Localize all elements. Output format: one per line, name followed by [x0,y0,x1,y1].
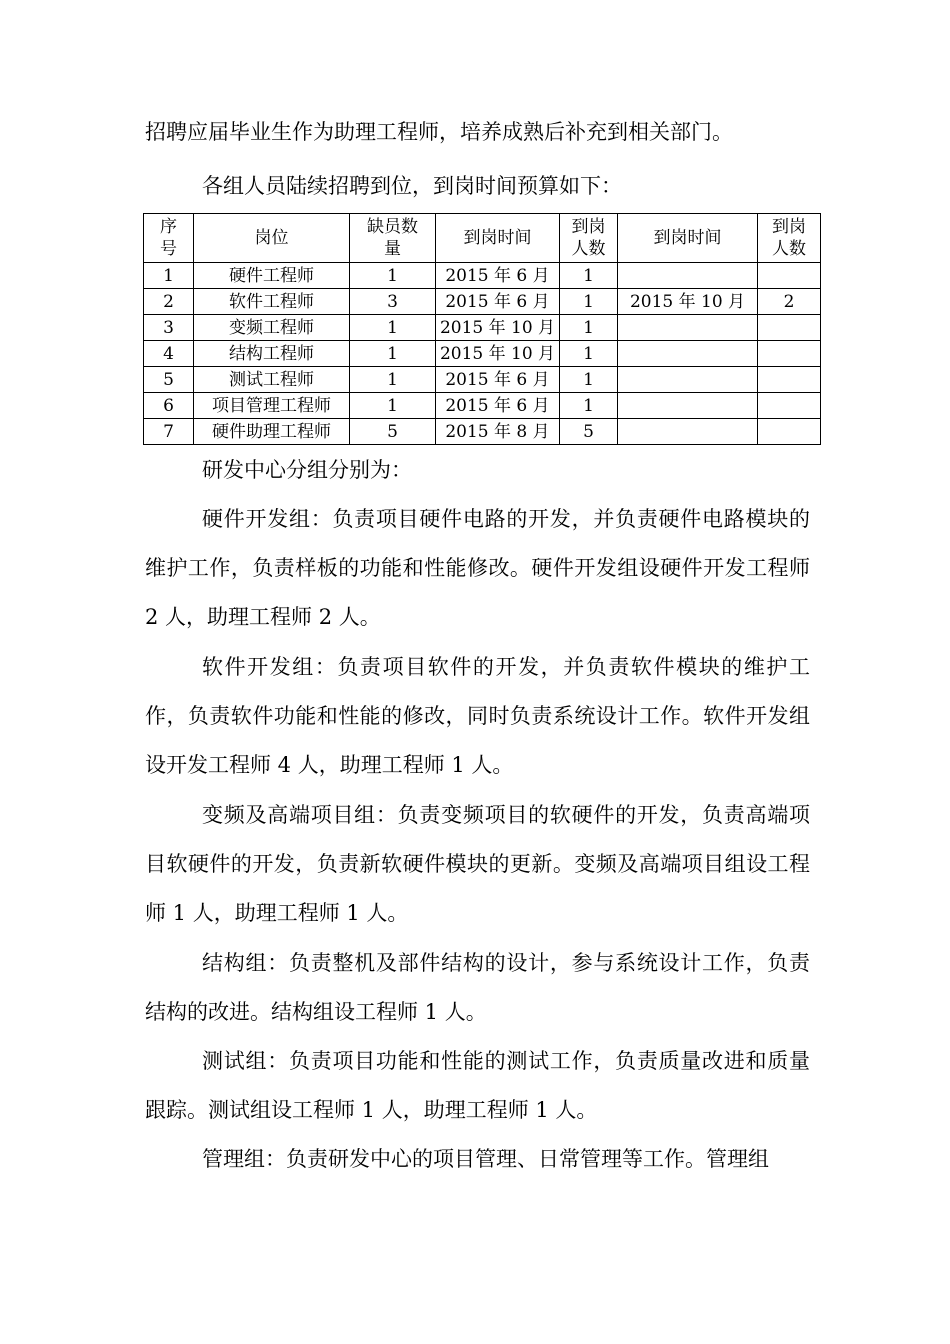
cell-seq: 5 [144,367,194,393]
cell-shortage: 1 [350,393,436,419]
header-position: 岗位 [194,214,350,263]
cell-count2: 2 [758,289,821,315]
cell-time1: 2015 年 6 月 [436,263,560,289]
cell-count1: 1 [560,393,618,419]
paragraph-management-group: 管理组：负责研发中心的项目管理、日常管理等工作。管理组 [202,1147,769,1171]
cell-shortage: 1 [350,367,436,393]
cell-count1: 5 [560,419,618,445]
cell-count2 [758,393,821,419]
cell-seq: 7 [144,419,194,445]
paragraph-arrival-intro: 各组人员陆续招聘到位，到岗时间预算如下： [202,174,622,198]
cell-position: 项目管理工程师 [194,393,350,419]
table-row [144,341,821,367]
paragraph-recruit-graduates: 招聘应届毕业生作为助理工程师，培养成熟后补充到相关部门。 [145,120,733,144]
header-arrival-count-1: 到岗 人数 [560,214,618,263]
cell-position: 硬件工程师 [194,263,350,289]
paragraph-groups-heading: 研发中心分组分别为： [202,458,412,482]
table-row [144,393,821,419]
cell-time1: 2015 年 10 月 [436,315,560,341]
cell-position: 结构工程师 [194,341,350,367]
cell-seq: 3 [144,315,194,341]
cell-seq: 1 [144,263,194,289]
cell-time2: 2015 年 10 月 [618,289,758,315]
paragraph-testing-group: 测试组：负责项目功能和性能的测试工作，负责质量改进和质量跟踪。测试组设工程师 1 人，助理工程师 1 人。 [145,1049,810,1122]
cell-shortage: 1 [350,263,436,289]
table-header-row [144,214,821,263]
cell-time2 [618,341,758,367]
paragraph-vfd-group: 变频及高端项目组：负责变频项目的软硬件的开发，负责高端项目软硬件的开发，负责新软硬件模块的更新。变频及高端项目组设工程师 1 人，助理工程师 1 人。 [145,803,810,925]
cell-count2 [758,341,821,367]
cell-position: 硬件助理工程师 [194,419,350,445]
cell-position: 测试工程师 [194,367,350,393]
cell-time2 [618,419,758,445]
paragraph-hardware-group: 硬件开发组：负责项目硬件电路的开发，并负责硬件电路模块的维护工作，负责样板的功能和性能修改。硬件开发组设硬件开发工程师 2 人，助理工程师 2 人。 [145,507,810,629]
cell-count2 [758,315,821,341]
table-row [144,289,821,315]
cell-count1: 1 [560,263,618,289]
cell-seq: 6 [144,393,194,419]
cell-count1: 1 [560,315,618,341]
cell-count1: 1 [560,341,618,367]
header-arrival-time-1: 到岗时间 [436,214,560,263]
cell-seq: 2 [144,289,194,315]
cell-count2 [758,263,821,289]
cell-shortage: 1 [350,315,436,341]
paragraph-structure-group: 结构组：负责整机及部件结构的设计，参与系统设计工作，负责结构的改进。结构组设工程师 1 人。 [145,951,810,1024]
cell-shortage: 5 [350,419,436,445]
cell-time1: 2015 年 6 月 [436,367,560,393]
cell-count1: 1 [560,367,618,393]
table-row [144,367,821,393]
cell-time1: 2015 年 10 月 [436,341,560,367]
cell-count2 [758,367,821,393]
cell-shortage: 3 [350,289,436,315]
table-row [144,315,821,341]
cell-position: 软件工程师 [194,289,350,315]
paragraph-software-group: 软件开发组：负责项目软件的开发，并负责软件模块的维护工作，负责软件功能和性能的修改，同时负责系统设计工作。软件开发组设开发工程师 4 人，助理工程师 1 人。 [145,655,810,777]
cell-count1: 1 [560,289,618,315]
cell-time2 [618,367,758,393]
table-row [144,419,821,445]
cell-time1: 2015 年 6 月 [436,393,560,419]
cell-time2 [618,393,758,419]
cell-time2 [618,263,758,289]
header-seq: 序 号 [144,214,194,263]
cell-seq: 4 [144,341,194,367]
cell-count2 [758,419,821,445]
header-arrival-count-2: 到岗 人数 [758,214,821,263]
header-arrival-time-2: 到岗时间 [618,214,758,263]
cell-time1: 2015 年 8 月 [436,419,560,445]
staffing-arrival-table [143,213,821,445]
header-shortage: 缺员数 量 [350,214,436,263]
cell-position: 变频工程师 [194,315,350,341]
cell-time1: 2015 年 6 月 [436,289,560,315]
table-row [144,263,821,289]
cell-shortage: 1 [350,341,436,367]
cell-time2 [618,315,758,341]
